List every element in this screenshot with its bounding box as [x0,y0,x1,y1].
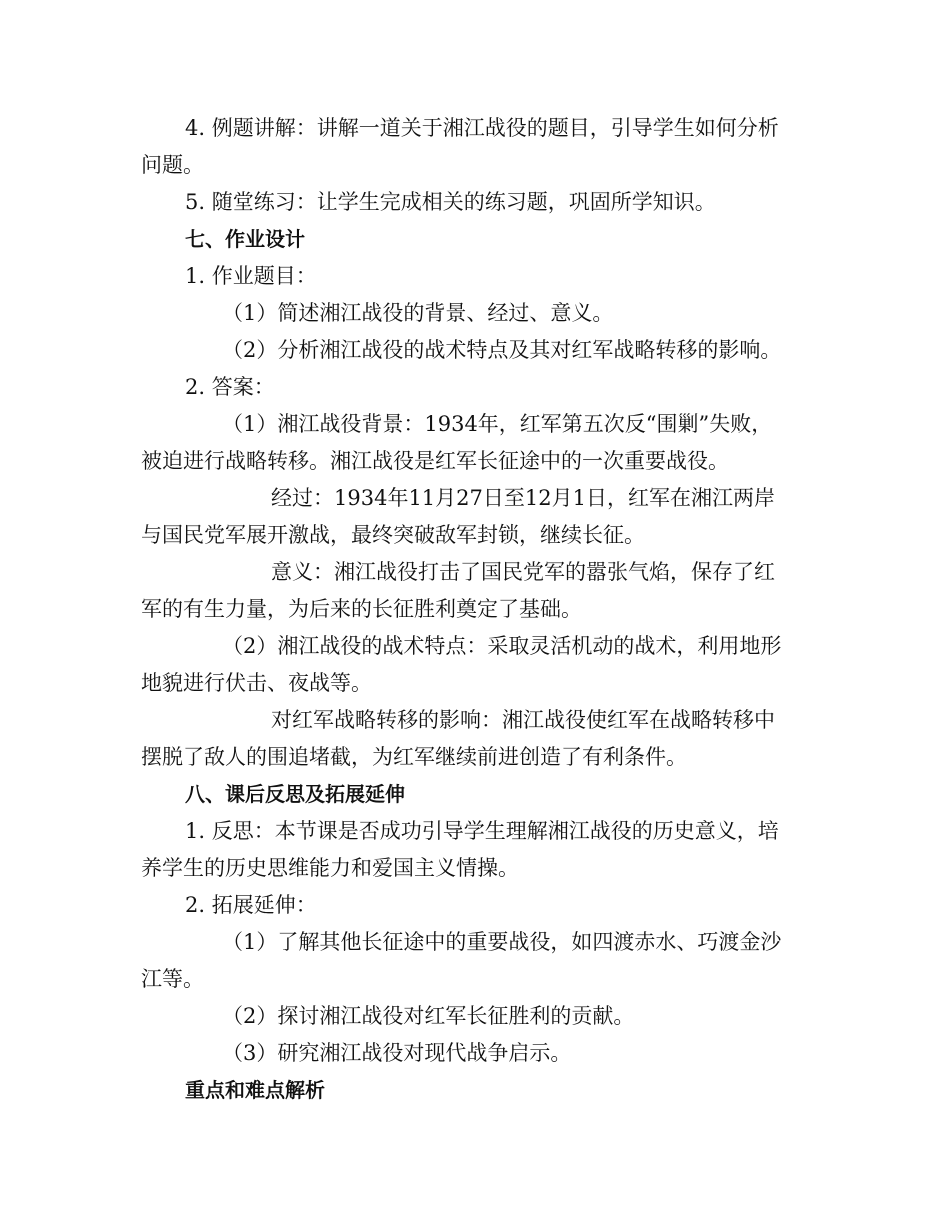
answer-1-significance: 意义：湘江战役打击了国民党军的嚣张气焰，保存了红 [271,560,775,584]
paragraph-continuation: 军的有生力量，为后来的长征胜利奠定了基础。 [141,597,582,621]
paragraph-continuation: 养学生的历史思维能力和爱国主义情操。 [141,856,519,880]
section-heading-reflection-extension: 八、课后反思及拓展延伸 [185,782,405,806]
section-heading-homework-design: 七、作业设计 [185,227,305,251]
list-item-reflection: 1. 反思：本节课是否成功引导学生理解湘江战役的历史意义，培 [185,819,779,843]
answer-1-process: 经过：1934年11月27日至12月1日，红军在湘江两岸 [271,486,775,510]
paragraph-continuation: 问题。 [141,153,204,177]
sub-item-extension-2: （2）探讨湘江战役对红军长征胜利的贡献。 [222,1004,635,1028]
paragraph-continuation: 被迫进行战略转移。湘江战役是红军长征途中的一次重要战役。 [141,449,729,473]
answer-2-tactics: （2）湘江战役的战术特点：采取灵活机动的战术，利用地形 [222,634,782,658]
sub-item-extension-3: （3）研究湘江战役对现代战争启示。 [222,1041,572,1065]
paragraph-continuation: 与国民党军展开激战，最终突破敌军封锁，继续长征。 [141,523,645,547]
answer-1-background: （1）湘江战役背景：1934年，红军第五次反“围剿”失败， [222,412,773,436]
list-item-homework-questions: 1. 作业题目： [185,264,317,288]
sub-item-question-2: （2）分析湘江战役的战术特点及其对红军战略转移的影响。 [222,338,782,362]
sub-item-question-1: （1）简述湘江战役的背景、经过、意义。 [222,301,614,325]
list-item-in-class-practice: 5. 随堂练习：让学生完成相关的练习题，巩固所学知识。 [185,190,716,214]
paragraph-continuation: 江等。 [141,967,204,991]
section-heading-key-points: 重点和难点解析 [185,1078,325,1102]
list-item-example-explanation: 4. 例题讲解：讲解一道关于湘江战役的题目，引导学生如何分析 [185,116,779,140]
sub-item-extension-1: （1）了解其他长征途中的重要战役，如四渡赤水、巧渡金沙 [222,930,782,954]
list-item-answers: 2. 答案： [185,375,275,399]
paragraph-continuation: 摆脱了敌人的围追堵截，为红军继续前进创造了有利条件。 [141,745,687,769]
answer-2-impact: 对红军战略转移的影响：湘江战役使红军在战略转移中 [271,708,775,732]
list-item-extension: 2. 拓展延伸： [185,893,317,917]
paragraph-continuation: 地貌进行伏击、夜战等。 [141,671,372,695]
